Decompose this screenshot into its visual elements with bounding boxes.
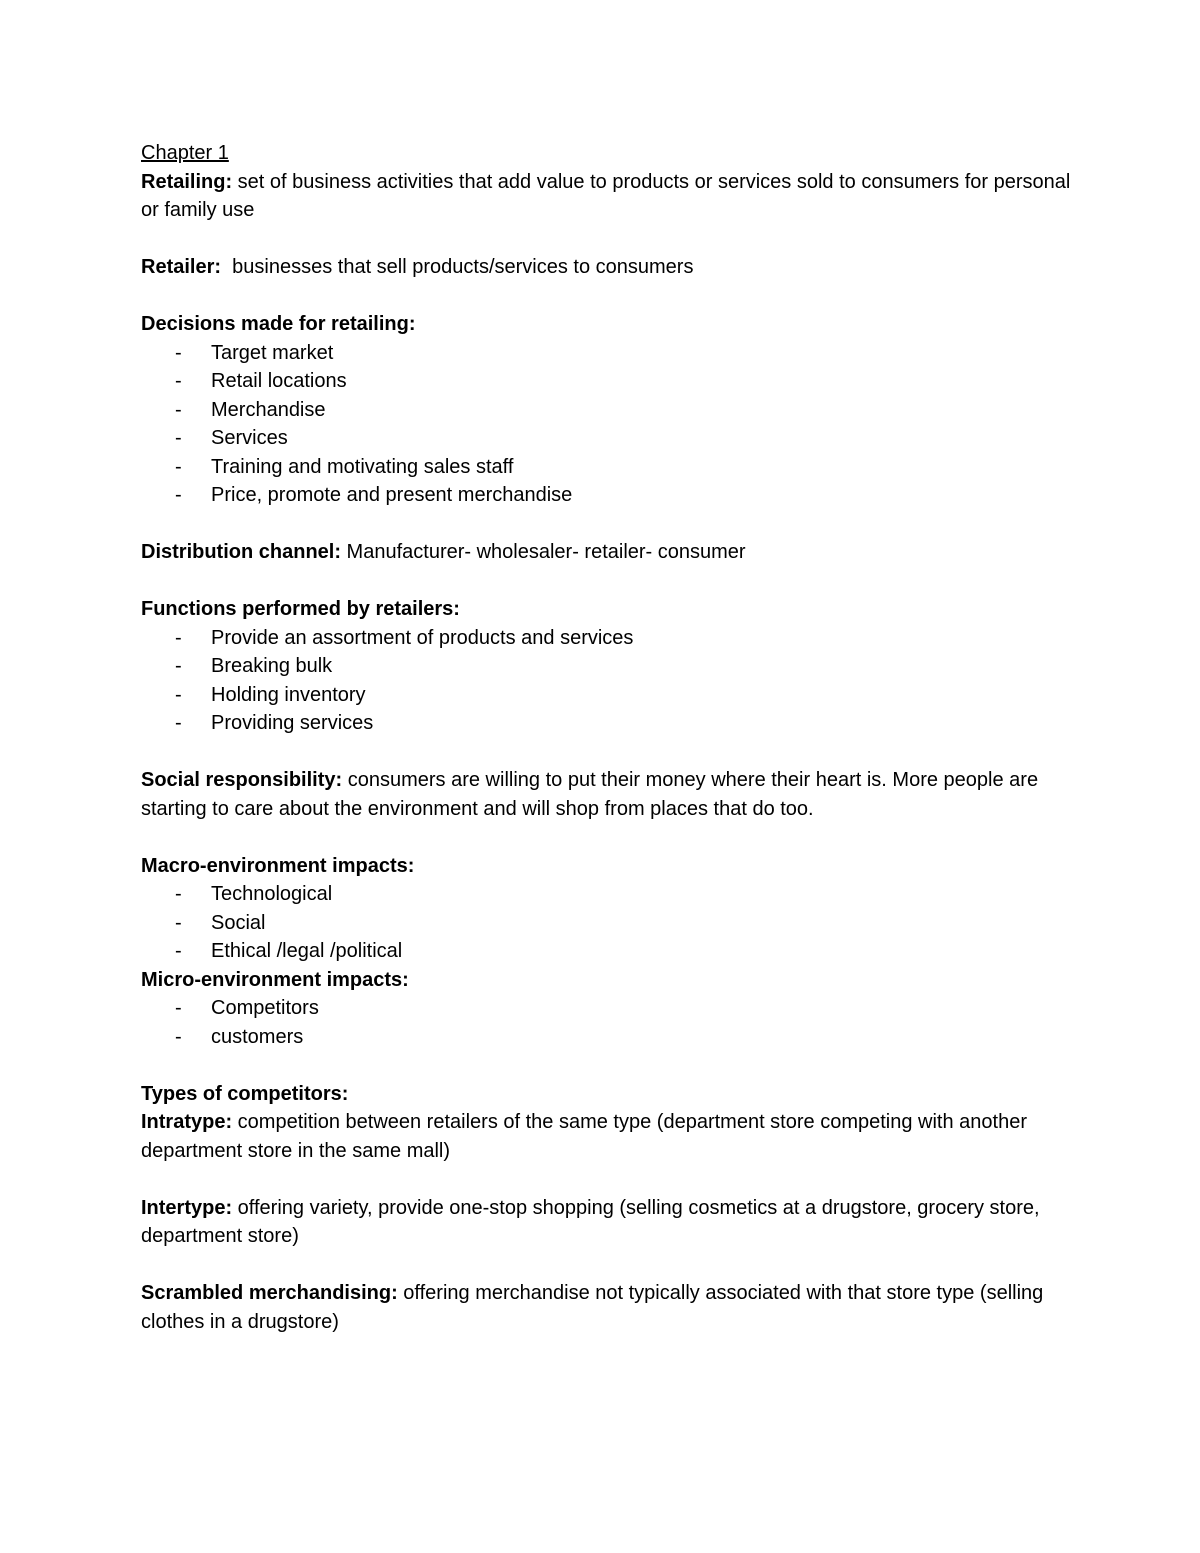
list-item [141, 994, 1071, 1023]
list-item-text: Social [211, 911, 266, 934]
dash-bullet: - [175, 341, 182, 364]
intertype-text: offering variety, provide one-stop shopping (selling cosmetics at a drugstore, grocery store, department store) [141, 1196, 1040, 1247]
dash-bullet: - [175, 455, 182, 478]
retailing-term: Retailing: [141, 170, 233, 193]
list-item-text: customers [211, 1025, 304, 1048]
spacer [141, 225, 1071, 254]
retailing-text: set of business activities that add value to products or services sold to consumers for personal or family use [141, 170, 1071, 221]
intratype-text: competition between retailers of the same type (department store competing with another department store in the same mall) [141, 1111, 1027, 1162]
spacer [141, 510, 1071, 539]
dash-bullet: - [175, 427, 182, 449]
list-item [141, 681, 1071, 710]
competitors-heading: Types of competitors: [141, 1082, 349, 1105]
scrambled-definition [141, 1279, 1071, 1336]
list-item [141, 453, 1071, 482]
list-item [141, 367, 1071, 396]
retailer-term: Retailer: [141, 256, 222, 278]
social-text: consumers are willing to put their money where their heart is. More people are starting to care about the environment and will shop from places that do too. [141, 769, 1039, 820]
dash-bullet: - [175, 883, 182, 905]
list-item [141, 880, 1071, 909]
list-item-text: Training and motivating sales staff [211, 455, 514, 478]
dash-bullet: - [175, 398, 182, 421]
social-term: Social responsibility: [141, 769, 343, 791]
list-item [141, 909, 1071, 938]
spacer [141, 282, 1071, 311]
retailing-definition [141, 168, 1071, 225]
list-item [141, 481, 1071, 510]
chapter-title: Chapter 1 [141, 142, 229, 164]
list-item [141, 652, 1071, 681]
list-item-text: Competitors [211, 997, 319, 1019]
list-item [141, 424, 1071, 453]
list-item [141, 937, 1071, 966]
decisions-list [141, 339, 1071, 510]
spacer [141, 1165, 1071, 1194]
intertype-definition [141, 1194, 1071, 1251]
dash-bullet: - [175, 997, 182, 1019]
distribution-term: Distribution channel: [141, 541, 341, 563]
intertype-term: Intertype: [141, 1196, 233, 1219]
list-item-text: Providing services [211, 712, 374, 734]
spacer [141, 567, 1071, 596]
dash-bullet: - [175, 712, 182, 734]
list-item-text: Holding inventory [211, 683, 366, 706]
spacer [141, 738, 1071, 767]
intratype-definition [141, 1108, 1071, 1165]
list-item-text: Merchandise [211, 398, 326, 421]
list-item [141, 339, 1071, 368]
functions-list [141, 624, 1071, 738]
list-item-text: Price, promote and present merchandise [211, 484, 573, 506]
intratype-term: Intratype: [141, 1111, 233, 1133]
list-item [141, 396, 1071, 425]
dash-bullet: - [175, 683, 182, 706]
macro-list [141, 880, 1071, 966]
dash-bullet: - [175, 655, 182, 677]
micro-heading: Micro-environment impacts: [141, 968, 409, 991]
list-item-text: Technological [211, 883, 333, 905]
spacer [141, 1051, 1071, 1080]
dash-bullet: - [175, 626, 182, 649]
list-item-text: Retail locations [211, 370, 347, 392]
spacer [141, 1251, 1071, 1280]
dash-bullet: - [175, 370, 182, 392]
macro-heading: Macro-environment impacts: [141, 854, 415, 877]
list-item [141, 1023, 1071, 1052]
distribution-text: Manufacturer- wholesaler- retailer- consumer [341, 541, 746, 563]
scrambled-text: offering merchandise not typically associated with that store type (selling clothes in a drugstore) [141, 1282, 1044, 1333]
social-definition [141, 766, 1071, 823]
list-item-text: Breaking bulk [211, 655, 333, 677]
dash-bullet: - [175, 911, 182, 934]
list-item-text: Ethical /legal /political [211, 940, 403, 962]
spacer [141, 823, 1071, 852]
list-item-text: Services [211, 427, 288, 449]
list-item-text: Target market [211, 341, 334, 364]
dash-bullet: - [175, 940, 182, 962]
micro-list [141, 994, 1071, 1051]
dash-bullet: - [175, 484, 182, 506]
list-item [141, 624, 1071, 653]
retailer-text: businesses that sell products/services to consumers [221, 256, 694, 278]
functions-heading: Functions performed by retailers: [141, 598, 460, 620]
decisions-heading: Decisions made for retailing: [141, 313, 416, 335]
scrambled-term: Scrambled merchandising: [141, 1282, 398, 1304]
document-page [141, 139, 1071, 1336]
list-item [141, 709, 1071, 738]
distribution-definition [141, 538, 1071, 567]
dash-bullet: - [175, 1025, 182, 1048]
retailer-definition [141, 253, 1071, 282]
list-item-text: Provide an assortment of products and services [211, 626, 634, 649]
